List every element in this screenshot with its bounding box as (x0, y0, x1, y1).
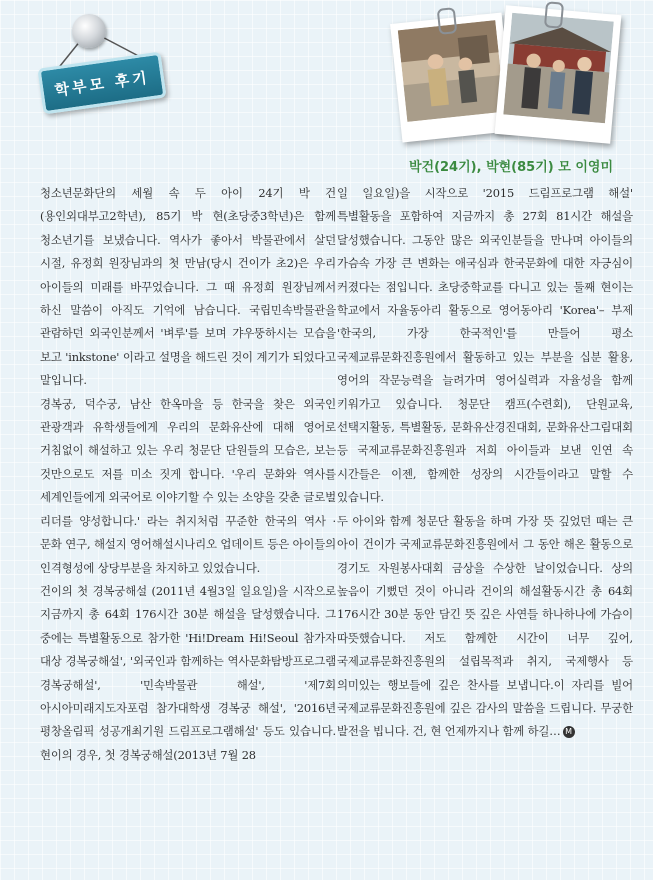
paper-clip-icon (544, 1, 564, 28)
author-byline: 박건(24기), 박현(85기) 모 이영미 (408, 160, 613, 175)
paragraph: 일 일요일)을 시작으로 '2015 드림프로그램 해설' 특별활동을 포함하여 지금까지 총 27회 81시간 해설을 달성했습니다. 그동안 많은 외국인분들을 만나며 아이들의 가슴속 가장 큰 변화는 애국심과 한국문화에 대한 자긍심이 커졌다는 점입니다. 초당중학교를 다니고 있는 둘째 현이는 학교에서 자율동아리 활동으로 영어동아리 'Korea'– 부제 '한국의, 가장 한국적인'를 만들어 평소 국제교류문화진흥원에서 활동하고 있는 부분을 십분 활용, 영어의 작문능력을 늘려가며 영어실력과 자율성을 함께 키워가고 있습니다. 청문단 캠프(수련회), 단원교육, 선택지활동, 특별활동, 문화유산경진대회, 문화유산그림대회 등 국제교류문화진흥원과 저희 아이들과 보낸 인연 속 시간들은 이젠, 함께한 성장의 시간들이라고 말할 수 있습니다. (337, 186, 633, 505)
paragraph-closing (337, 510, 633, 744)
paragraph: 경복궁, 덕수궁, 남산 한옥마을 등 한국을 찾은 외국인 관광객과 유학생들에게 우리의 문화유산에 대해 영어로 거침없이 해설하고 있는 우리 청문단 단원들의 모습은, 보는 것만으로도 저를 미소 짓게 합니다. '우리 문화와 역사를 세계인들에게 외국어로 이야기할 수 있는 소양을 갖춘 글로벌 리더를 양성합니다.' 라는 취지처럼 꾸준한 한국의 역사 · 문화 연구, 해설지 영어해설시나리오 업데이트 등은 아이들의 인격형성에 상당부분을 차지하고 있었습니다. (40, 396, 336, 575)
photo-palace-group-image (503, 13, 614, 124)
photo-family-outdoor-image (398, 20, 505, 122)
pin-icon (72, 14, 106, 48)
paragraph: 청소년문화단의 세월 속 두 아이 24기 박 건(용인외대부고2학년), 85기 박 현(초당중3학년)은 함께 청소년기를 보냈습니다. 역사가 좋아서 박물관에서 살던 시절, 유정희 원장님과의 첫 만남(당시 건이가 초2)은 우리 아이들의 미래를 바꾸었습니다. 그 때 유정희 원장님께서 하신 말씀이 아직도 기억에 남습니다. 국립민속박물관을 관람하던 외국인분께서 '벼루'를 보며 갸우뚱하시는 모습을 보고 'inkstone' 이라고 설명을 해드린 것이 계기가 되었다고 말입니다. (40, 186, 336, 388)
sign-label: 학부모 후기 (53, 67, 151, 100)
article-column-left (40, 182, 336, 767)
paragraph: 건이의 첫 경복궁해설 (2011년 4월3일 일요일)을 시작으로 지금까지 총 64회 176시간 30분 해설을 달성했습니다. 그 중에는 특별활동으로 참가한 'Hi!Dream Hi!Seoul 참가자 대상 경복궁해설', '외국인과 함께하는 역사문화탐방프로그램 경복궁해설', '민속박물관 해설', '제7회 아시아미래지도자포럼 참가대학생 경복궁 해설', '2016년 평창올림픽 성공개최기원 드림프로그램해설' 등도 있습니다. 현이의 경우, 첫 경복궁해설(2013년 7월 28 (40, 583, 336, 762)
end-mark-icon: M (563, 726, 575, 738)
paragraph-text: 두 아이와 함께 청문단 활동을 하며 가장 뜻 깊었던 때는 큰 아이 건이가 국제교류문화진흥원에서 그 동안 해온 활동으로 경기도 자원봉사대회 금상을 수상한 날이었습니다. 상의 높음이 기뻤던 것이 아니라 건이의 해설활동시간 총 64회 176시간 30분 동안 담긴 뜻 깊은 사연들 하나하나에 가슴이 따뜻했습니다. 저도 함께한 시간이 너무 깊어, 국제교류문화진흥원의 설립목적과 취지, 국제행사 등 의미있는 행보들에 깊은 찬사를 보냅니다.이 자리를 빌어 국제교류문화진흥원에 깊은 감사의 말씀을 드립니다. 무궁한 발전을 빕니다. 건, 현 언제까지나 함께 하길… (337, 513, 633, 739)
article-column-right (337, 182, 633, 744)
paper-clip-icon (437, 7, 458, 35)
